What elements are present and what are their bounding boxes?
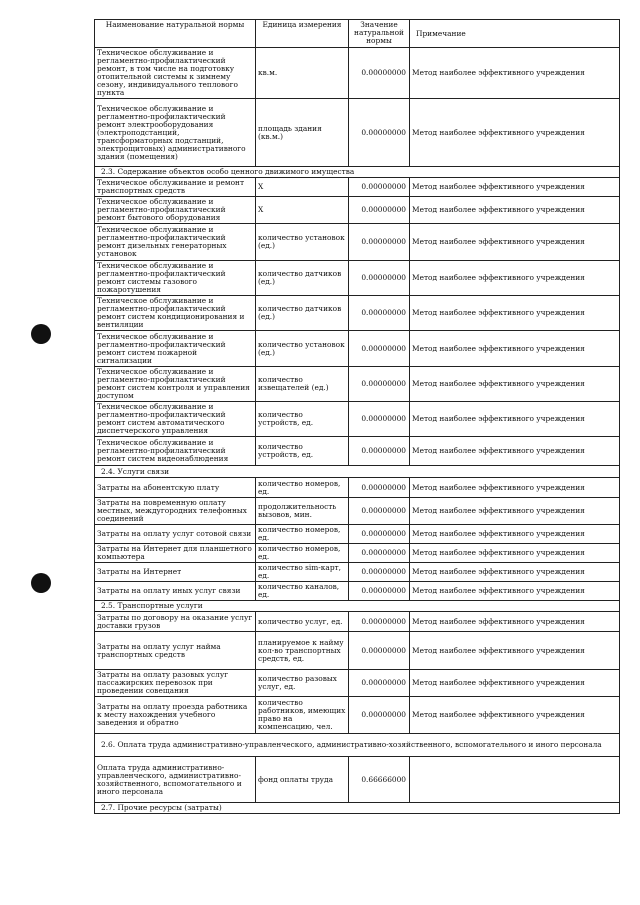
unit-cell: площадь здания (кв.м.) bbox=[256, 99, 349, 167]
note-cell: Метод наиболее эффективного учреждения bbox=[410, 197, 620, 224]
note-cell: Метод наиболее эффективного учреждения bbox=[410, 670, 620, 697]
norm-name-cell: Затраты на повременную оплату местных, междугородних телефонных соединений bbox=[95, 498, 256, 525]
norm-name-cell: Техническое обслуживание и регламентно-профилактический ремонт систем пожарной сигнализации bbox=[95, 331, 256, 367]
section-title: 2.4. Услуги связи bbox=[95, 466, 620, 478]
norm-name-cell: Затраты на оплату разовых услуг пассажирских перевозок при проведении совещания bbox=[95, 670, 256, 697]
table-row bbox=[95, 582, 620, 601]
unit-cell: количество установок (ед.) bbox=[256, 331, 349, 367]
norm-name-cell: Техническое обслуживание и регламентно-профилактический ремонт дизельных генераторных установок bbox=[95, 224, 256, 261]
unit-cell: количество sim-карт, ед. bbox=[256, 563, 349, 582]
note-cell: Метод наиболее эффективного учреждения bbox=[410, 402, 620, 437]
norm-name-cell: Затраты на оплату услуг сотовой связи bbox=[95, 525, 256, 544]
note-cell: Метод наиболее эффективного учреждения bbox=[410, 48, 620, 99]
section-row bbox=[95, 466, 620, 478]
value-cell: 0.00000000 bbox=[349, 582, 410, 601]
section-title: 2.6. Оплата труда административно-управленческого, административно-хозяйственного, вспомогательного и иного персонала bbox=[95, 734, 620, 757]
value-cell: 0.00000000 bbox=[349, 99, 410, 167]
unit-cell: количество извещателей (ед.) bbox=[256, 367, 349, 402]
unit-cell: количество номеров, ед. bbox=[256, 544, 349, 563]
punch-hole-bottom bbox=[31, 573, 51, 593]
table-row bbox=[95, 402, 620, 437]
value-cell: 0.00000000 bbox=[349, 478, 410, 498]
table-row bbox=[95, 48, 620, 99]
value-cell: 0.00000000 bbox=[349, 670, 410, 697]
norm-name-cell: Затраты на оплату проезда работника к месту нахождения учебного заведения и обратно bbox=[95, 697, 256, 734]
table-row bbox=[95, 544, 620, 563]
value-cell: 0.00000000 bbox=[349, 563, 410, 582]
value-cell: 0.00000000 bbox=[349, 402, 410, 437]
note-cell: Метод наиболее эффективного учреждения bbox=[410, 612, 620, 632]
header-row bbox=[95, 20, 620, 48]
header-name: Наименование натуральной нормы bbox=[95, 20, 256, 48]
value-cell: 0.00000000 bbox=[349, 296, 410, 331]
unit-cell: количество разовых услуг, ед. bbox=[256, 670, 349, 697]
punch-hole-top bbox=[31, 324, 51, 344]
value-cell: 0.00000000 bbox=[349, 261, 410, 296]
section-title: 2.5. Транспортные услуги bbox=[95, 601, 620, 612]
table-row bbox=[95, 563, 620, 582]
unit-cell: количество датчиков (ед.) bbox=[256, 296, 349, 331]
norm-name-cell: Затраты на оплату услуг найма транспортных средств bbox=[95, 632, 256, 670]
unit-cell: количество номеров, ед. bbox=[256, 525, 349, 544]
note-cell: Метод наиболее эффективного учреждения bbox=[410, 224, 620, 261]
value-cell: 0.00000000 bbox=[349, 331, 410, 367]
value-cell: 0.66666000 bbox=[349, 757, 410, 803]
norm-name-cell: Затраты по договору на оказание услуг доставки грузов bbox=[95, 612, 256, 632]
unit-cell: количество датчиков (ед.) bbox=[256, 261, 349, 296]
unit-cell: количество устройств, ед. bbox=[256, 437, 349, 466]
table-row bbox=[95, 178, 620, 197]
value-cell: 0.00000000 bbox=[349, 48, 410, 99]
section-row bbox=[95, 803, 620, 814]
section-title: 2.7. Прочие ресурсы (затраты) bbox=[95, 803, 620, 814]
unit-cell: планируемое к найму кол-во транспортных средств, ед. bbox=[256, 632, 349, 670]
norm-name-cell: Затраты на оплату иных услуг связи bbox=[95, 582, 256, 601]
header-note: Примечание bbox=[410, 20, 620, 48]
note-cell: Метод наиболее эффективного учреждения bbox=[410, 525, 620, 544]
norm-name-cell: Техническое обслуживание и регламентно-профилактический ремонт системы газового пожаротушения bbox=[95, 261, 256, 296]
header-value: Значение натуральной нормы bbox=[349, 20, 410, 48]
value-cell: 0.00000000 bbox=[349, 525, 410, 544]
unit-cell: количество установок (ед.) bbox=[256, 224, 349, 261]
norm-name-cell: Техническое обслуживание и регламентно-профилактический ремонт электрооборудования (электроподстанций, трансформаторных подстанций, электрощитовых) административного здания (помещения) bbox=[95, 99, 256, 167]
unit-cell: продолжительность вызовов, мин. bbox=[256, 498, 349, 525]
unit-cell: количество услуг, ед. bbox=[256, 612, 349, 632]
section-row bbox=[95, 734, 620, 757]
note-cell: Метод наиболее эффективного учреждения bbox=[410, 582, 620, 601]
value-cell: 0.00000000 bbox=[349, 632, 410, 670]
note-cell: Метод наиболее эффективного учреждения bbox=[410, 498, 620, 525]
note-cell: Метод наиболее эффективного учреждения bbox=[410, 437, 620, 466]
table-row bbox=[95, 437, 620, 466]
note-cell: Метод наиболее эффективного учреждения bbox=[410, 296, 620, 331]
value-cell: 0.00000000 bbox=[349, 178, 410, 197]
norm-name-cell: Техническое обслуживание и регламентно-профилактический ремонт систем автоматического диспетчерского управления bbox=[95, 402, 256, 437]
note-cell: Метод наиболее эффективного учреждения bbox=[410, 367, 620, 402]
section-title: 2.3. Содержание объектов особо ценного движимого имущества bbox=[95, 167, 620, 178]
note-cell: Метод наиболее эффективного учреждения bbox=[410, 178, 620, 197]
table-row bbox=[95, 757, 620, 803]
value-cell: 0.00000000 bbox=[349, 612, 410, 632]
note-cell: Метод наиболее эффективного учреждения bbox=[410, 563, 620, 582]
unit-cell: количество устройств, ед. bbox=[256, 402, 349, 437]
section-row bbox=[95, 601, 620, 612]
section-row bbox=[95, 167, 620, 178]
table-row bbox=[95, 197, 620, 224]
unit-cell: кв.м. bbox=[256, 48, 349, 99]
norm-name-cell: Техническое обслуживание и регламентно-профилактический ремонт систем видеонаблюдения bbox=[95, 437, 256, 466]
table-row bbox=[95, 367, 620, 402]
table-row bbox=[95, 224, 620, 261]
table-row bbox=[95, 331, 620, 367]
norm-name-cell: Затраты на абонентскую плату bbox=[95, 478, 256, 498]
norm-name-cell: Техническое обслуживание и регламентно-профилактический ремонт бытового оборудования bbox=[95, 197, 256, 224]
norm-name-cell: Техническое обслуживание и регламентно-профилактический ремонт, в том числе на подготовку отопительной системы к зимнему сезону, индивидуального теплового пункта bbox=[95, 48, 256, 99]
value-cell: 0.00000000 bbox=[349, 367, 410, 402]
norms-table bbox=[94, 19, 620, 814]
norm-name-cell: Техническое обслуживание и ремонт транспортных средств bbox=[95, 178, 256, 197]
unit-cell: количество каналов, ед. bbox=[256, 582, 349, 601]
table-row bbox=[95, 99, 620, 167]
value-cell: 0.00000000 bbox=[349, 697, 410, 734]
table-row bbox=[95, 525, 620, 544]
table-row bbox=[95, 296, 620, 331]
value-cell: 0.00000000 bbox=[349, 224, 410, 261]
unit-cell: количество работников, имеющих право на компенсацию, чел. bbox=[256, 697, 349, 734]
unit-cell: количество номеров, ед. bbox=[256, 478, 349, 498]
note-cell: Метод наиболее эффективного учреждения bbox=[410, 331, 620, 367]
note-cell: Метод наиболее эффективного учреждения bbox=[410, 632, 620, 670]
header-unit: Единица измерения bbox=[256, 20, 349, 48]
unit-cell: X bbox=[256, 178, 349, 197]
table-row bbox=[95, 697, 620, 734]
unit-cell: X bbox=[256, 197, 349, 224]
table-row bbox=[95, 670, 620, 697]
table-row bbox=[95, 498, 620, 525]
note-cell: Метод наиболее эффективного учреждения bbox=[410, 478, 620, 498]
note-cell bbox=[410, 757, 620, 803]
note-cell: Метод наиболее эффективного учреждения bbox=[410, 697, 620, 734]
value-cell: 0.00000000 bbox=[349, 437, 410, 466]
note-cell: Метод наиболее эффективного учреждения bbox=[410, 261, 620, 296]
value-cell: 0.00000000 bbox=[349, 197, 410, 224]
note-cell: Метод наиболее эффективного учреждения bbox=[410, 544, 620, 563]
value-cell: 0.00000000 bbox=[349, 498, 410, 525]
value-cell: 0.00000000 bbox=[349, 544, 410, 563]
norm-name-cell: Техническое обслуживание и регламентно-профилактический ремонт систем кондиционирования и вентиляции bbox=[95, 296, 256, 331]
table-row bbox=[95, 478, 620, 498]
norm-name-cell: Затраты на Интернет bbox=[95, 563, 256, 582]
note-cell: Метод наиболее эффективного учреждения bbox=[410, 99, 620, 167]
unit-cell: фонд оплаты труда bbox=[256, 757, 349, 803]
table-row bbox=[95, 632, 620, 670]
norm-name-cell: Затраты на Интернет для планшетного компьютера bbox=[95, 544, 256, 563]
table-row bbox=[95, 261, 620, 296]
norm-name-cell: Оплата труда административно-управленческого, административно-хозяйственного, вспомогательного и иного персонала bbox=[95, 757, 256, 803]
table-row bbox=[95, 612, 620, 632]
norm-name-cell: Техническое обслуживание и регламентно-профилактический ремонт систем контроля и управления доступом bbox=[95, 367, 256, 402]
